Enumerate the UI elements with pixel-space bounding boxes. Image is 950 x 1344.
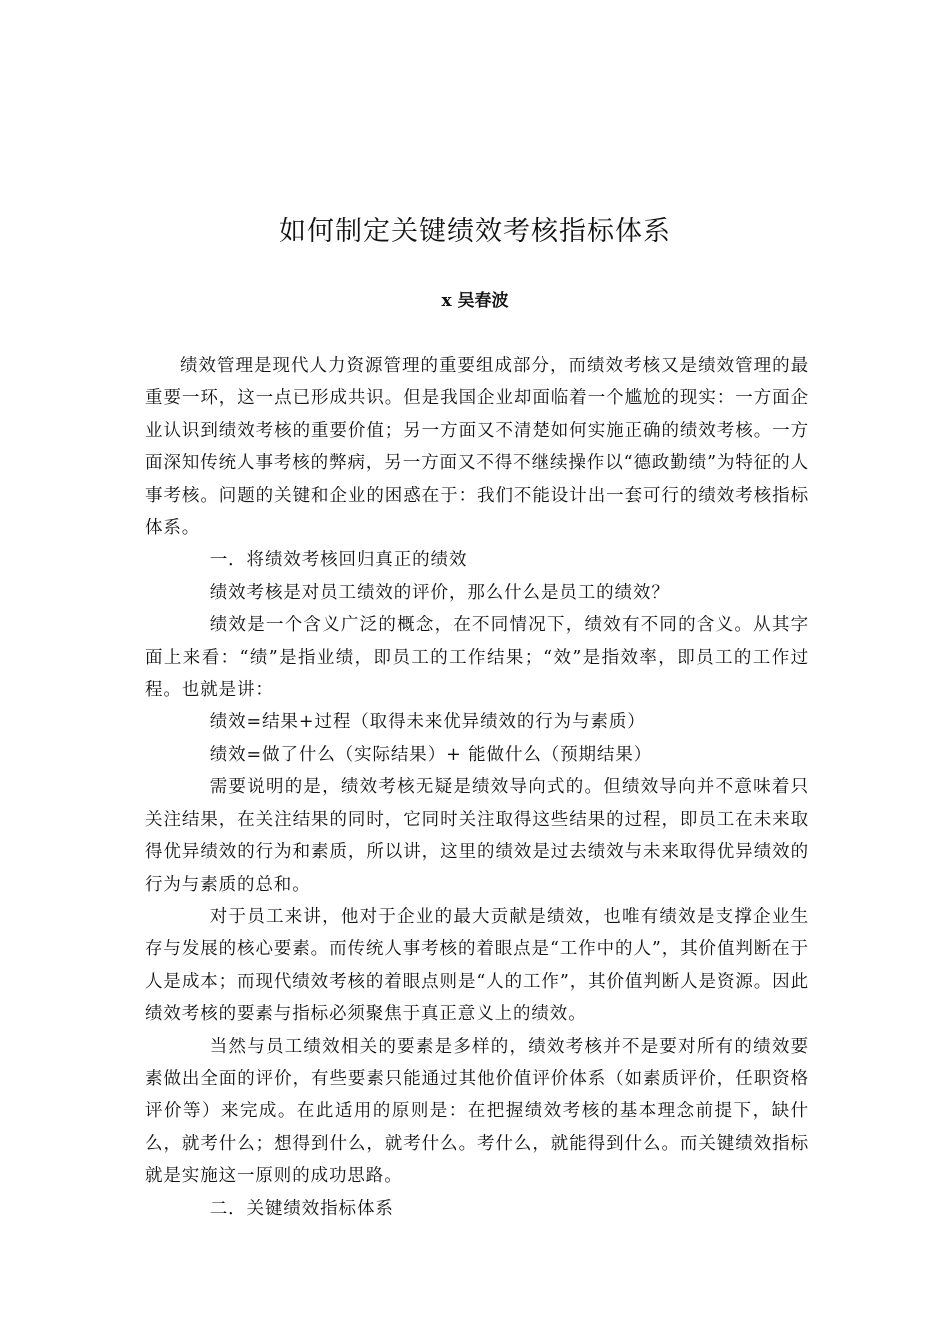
paragraph: 需要说明的是，绩效考核无疑是绩效导向式的。但绩效导向并不意味着只关注结果，在关注结果的同时，它同时关注取得这些结果的过程，即员工在未来取得优异绩效的行为和素质，所以讲，这里的绩效是过去绩效与未来取得优异绩效的行为与素质的总和。 bbox=[145, 777, 809, 895]
document-author: x 吴春波 bbox=[441, 291, 509, 311]
formula-line: 绩效=结果+过程（取得未来优异绩效的行为与素质） bbox=[209, 712, 646, 733]
paragraph: 对于员工来讲，他对于企业的最大贡献是绩效，也唯有绩效是支撑企业生存与发展的核心要素。而传统人事考核的着眼点是“工作中的人”，其价值判断在于人是成本；而现代绩效考核的着眼点则是“人的工作”，其价值判断人是资源。因此绩效考核的要素与指标必须聚焦于真正意义上的绩效。 bbox=[145, 906, 809, 1025]
paragraph-intro: 绩效管理是现代人力资源管理的重要组成部分，而绩效考核又是绩效管理的最重要一环，这一点已形成共识。但是我国企业却面临着一个尴尬的现实：一方面企业认识到绩效考核的重要价值；另一方面又不清楚如何实施正确的绩效考核。一方面深知传统人事考核的弊病，另一方面又不得不继续操作以“德政勤绩”为特征的人事考核。问题的关键和企业的困惑在于：我们不能设计出一套可行的绩效考核指标体系。 bbox=[145, 356, 809, 539]
document-title: 如何制定关键绩效考核指标体系 bbox=[279, 216, 671, 247]
paragraph: 绩效是一个含义广泛的概念，在不同情况下，绩效有不同的含义。从其字面上来看：“绩”是指业绩，即员工的工作结果；“效”是指效率，即员工的工作过程。也就是讲： bbox=[145, 615, 809, 701]
paragraph: 绩效考核是对员工绩效的评价，那么什么是员工的绩效？ bbox=[209, 582, 670, 603]
section-heading-1: 一．将绩效考核回归真正的绩效 bbox=[209, 550, 468, 571]
section-heading-2: 二．关键绩效指标体系 bbox=[209, 1198, 394, 1219]
paragraph: 当然与员工绩效相关的要素是多样的，绩效考核并不是要对所有的绩效要素做出全面的评价，有些要素只能通过其他价值评价体系（如素质评价，任职资格评价等）来完成。在此适用的原则是：在把握绩效考核的基本理念前提下，缺什么，就考什么；想得到什么，就考什么。考什么，就能得到什么。而关键绩效指标就是实施这一原则的成功思路。 bbox=[145, 1036, 809, 1187]
document-body bbox=[145, 350, 809, 1225]
formula-line: 绩效=做了什么（实际结果）+ 能做什么（预期结果） bbox=[209, 744, 653, 765]
